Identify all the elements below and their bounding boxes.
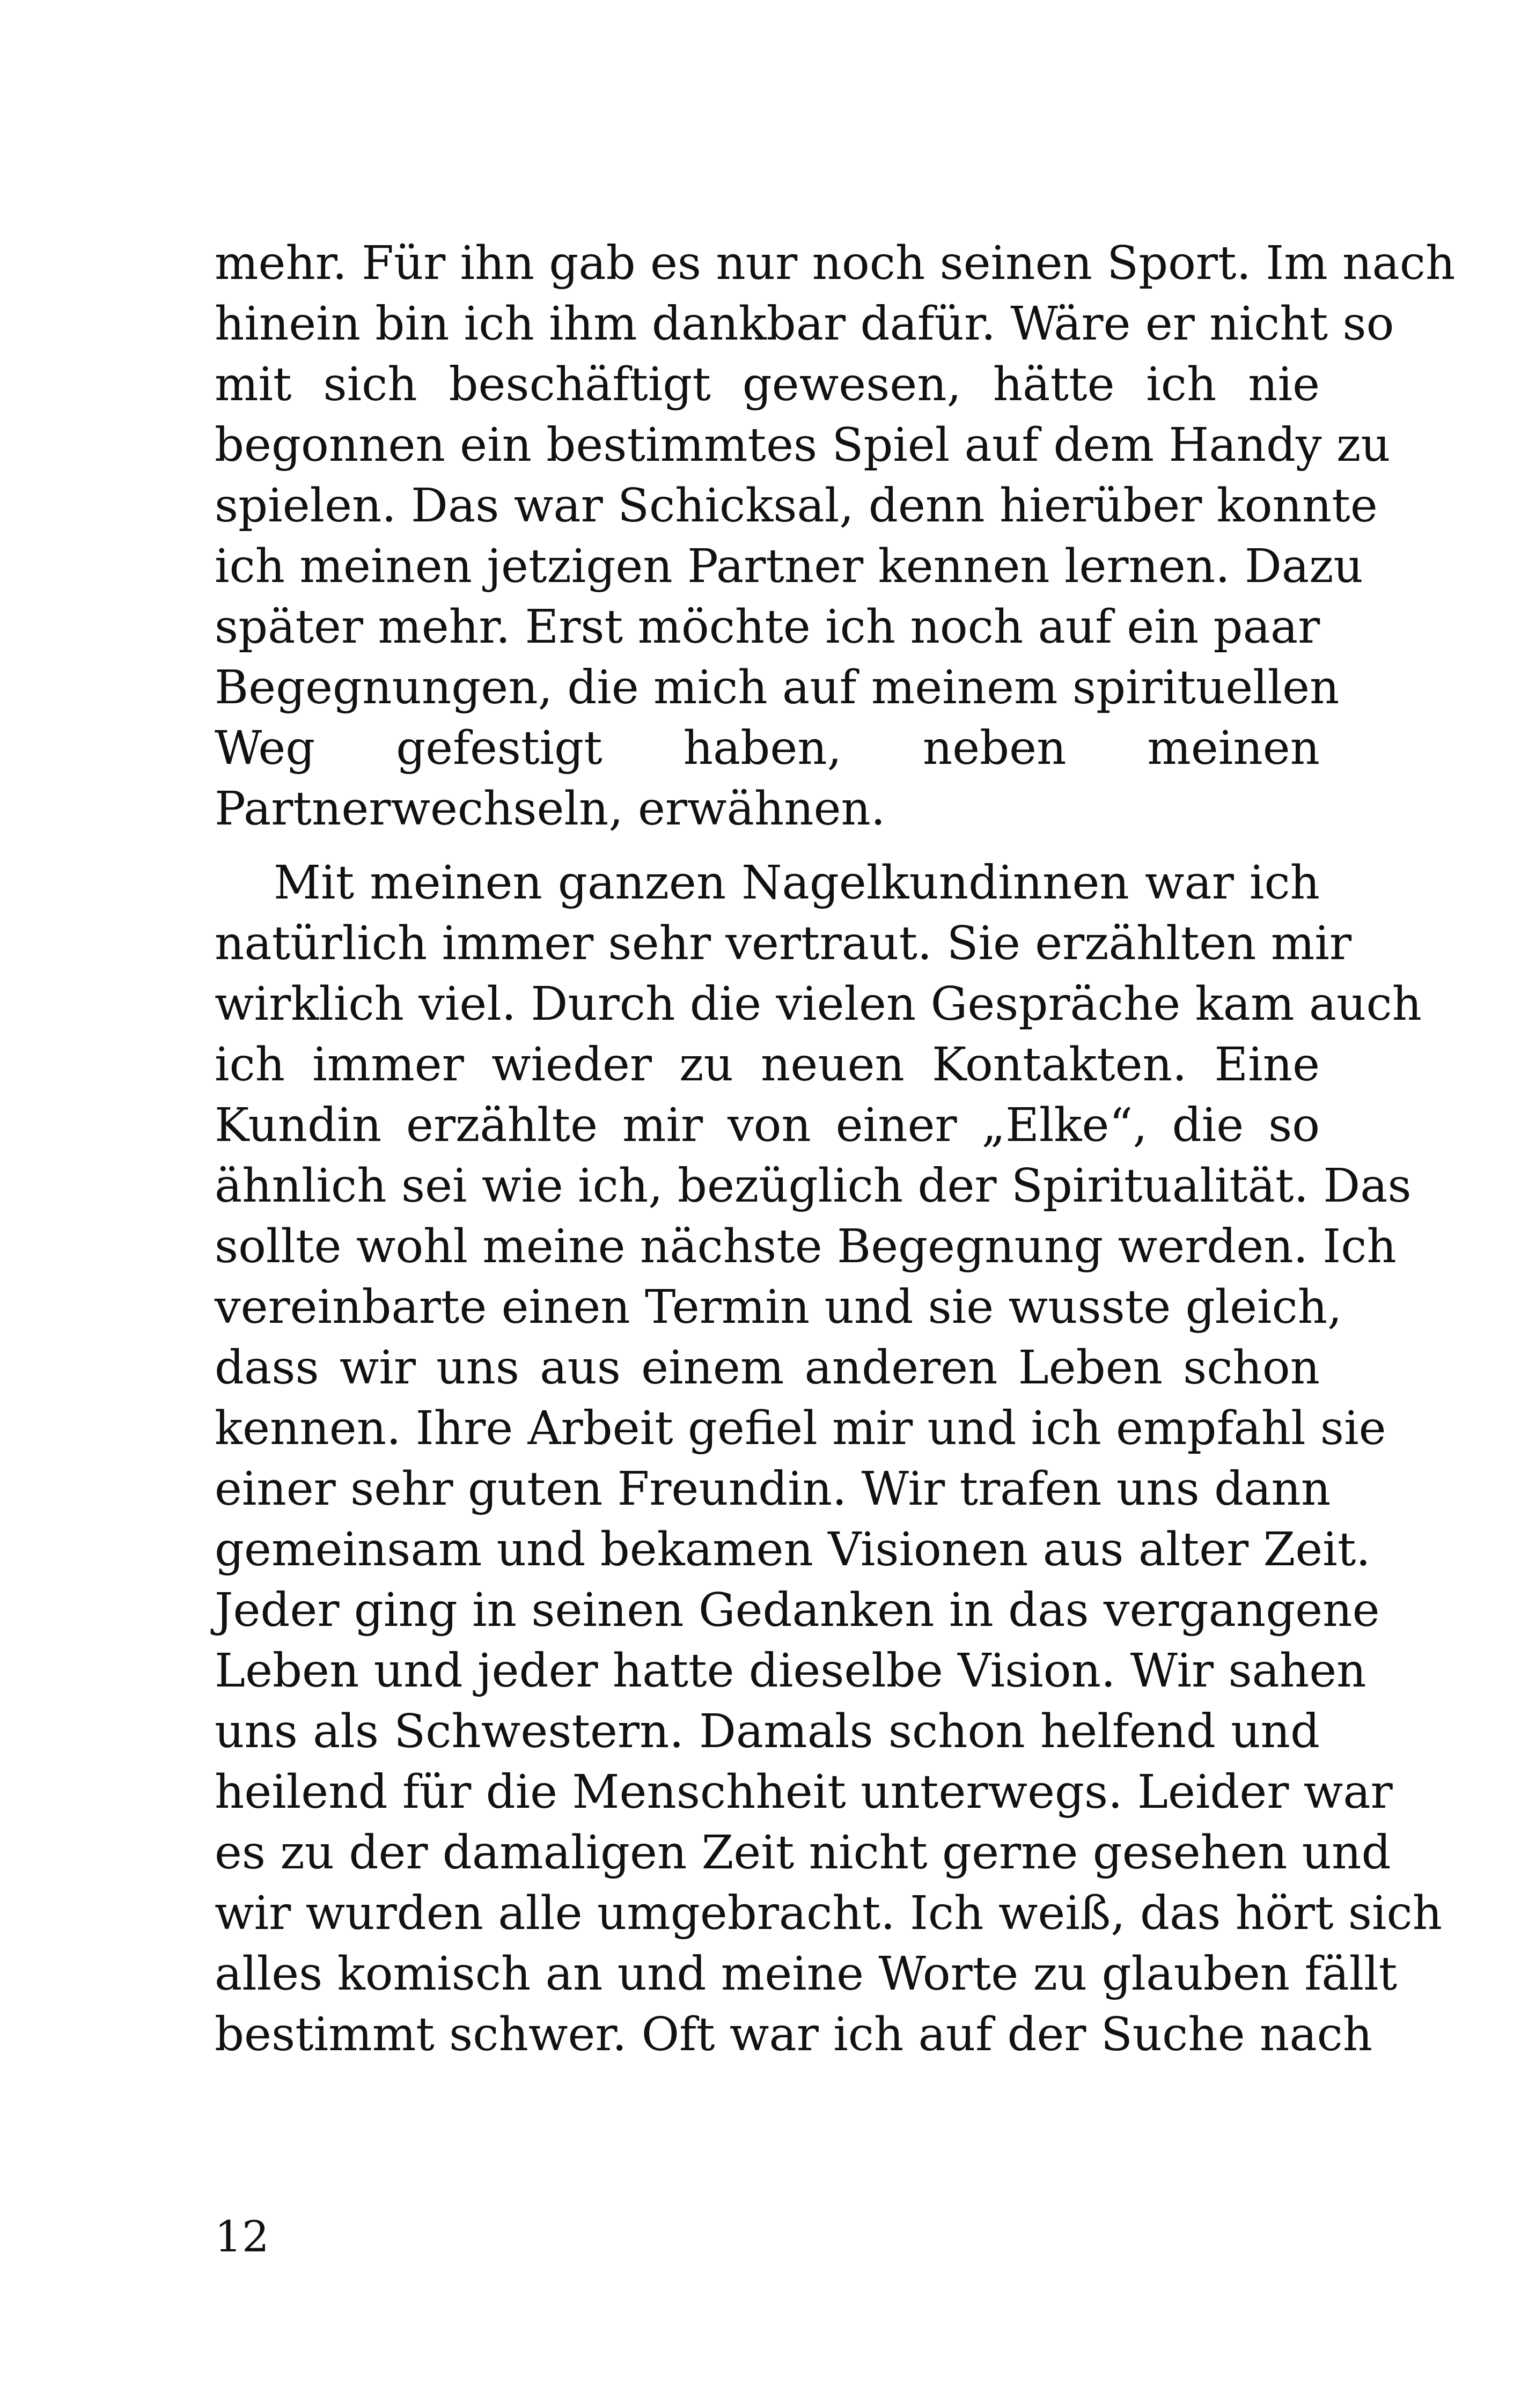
paragraph-2 (215, 853, 1443, 2065)
text-line: kennen. Ihre Arbeit gefiel mir und ich empfahl sie (215, 1402, 1386, 1455)
text-line: bestimmt schwer. Oft war ich auf der Suche nach (215, 2008, 1373, 2061)
text-line-last: Partnerwechseln, erwähnen. (215, 782, 886, 836)
text-line: ich immer wieder zu neuen Kontakten. Eine (215, 1038, 1320, 1092)
text-line: Weg gefestigt haben, neben meinen (215, 721, 1320, 775)
text-line: begonnen ein bestimmtes Spiel auf dem Handy zu (215, 418, 1391, 472)
text-line: Jeder ging in seinen Gedanken in das vergangene (215, 1584, 1380, 1637)
text-line: Begegnungen, die mich auf meinem spirituellen (215, 661, 1340, 715)
text-line: alles komisch an und meine Worte zu glauben fällt (215, 1947, 1398, 2001)
text-line: einer sehr guten Freundin. Wir trafen uns dann (215, 1462, 1331, 1516)
text-line: Leben und jeder hatte dieselbe Vision. Wir sahen (215, 1644, 1366, 1698)
text-line: mit sich beschäftigt gewesen, hätte ich nie (215, 358, 1320, 411)
text-line: gemeinsam und bekamen Visionen aus alter Zeit. (215, 1523, 1371, 1577)
text-line: vereinbarte einen Termin und sie wusste gleich, (215, 1280, 1342, 1334)
text-line: wirklich viel. Durch die vielen Gespräche kam auch (215, 977, 1422, 1031)
text-line: uns als Schwestern. Damals schon helfend und (215, 1705, 1320, 1758)
text-line: mehr. Für ihn gab es nur noch seinen Sport. Im nach (215, 237, 1456, 290)
text-line: ähnlich sei wie ich, bezüglich der Spiritualität. Das (215, 1159, 1412, 1213)
text-line: heilend für die Menschheit unterwegs. Leider war (215, 1765, 1393, 1819)
text-line-indented: Mit meinen ganzen Nagelkundinnen war ich (274, 856, 1320, 910)
text-line: spielen. Das war Schicksal, denn hierüber konnte (215, 479, 1378, 533)
text-line: es zu der damaligen Zeit nicht gerne gesehen und (215, 1826, 1391, 1880)
text-line: sollte wohl meine nächste Begegnung werden. Ich (215, 1220, 1397, 1273)
page-number: 12 (215, 2212, 269, 2262)
text-line: wir wurden alle umgebracht. Ich weiß, das hört sich (215, 1887, 1443, 1940)
text-line: später mehr. Erst möchte ich noch auf ein paar (215, 600, 1320, 654)
text-line: Kundin erzählte mir von einer „Elke“, die so (215, 1099, 1320, 1152)
text-line: hinein bin ich ihm dankbar dafür. Wäre er nicht so (215, 297, 1394, 351)
text-line: ich meinen jetzigen Partner kennen lernen. Dazu (215, 540, 1363, 593)
text-line: dass wir uns aus einem anderen Leben schon (215, 1341, 1320, 1395)
text-line: natürlich immer sehr vertraut. Sie erzählten mir (215, 917, 1352, 970)
paragraph-1 (215, 233, 1456, 840)
